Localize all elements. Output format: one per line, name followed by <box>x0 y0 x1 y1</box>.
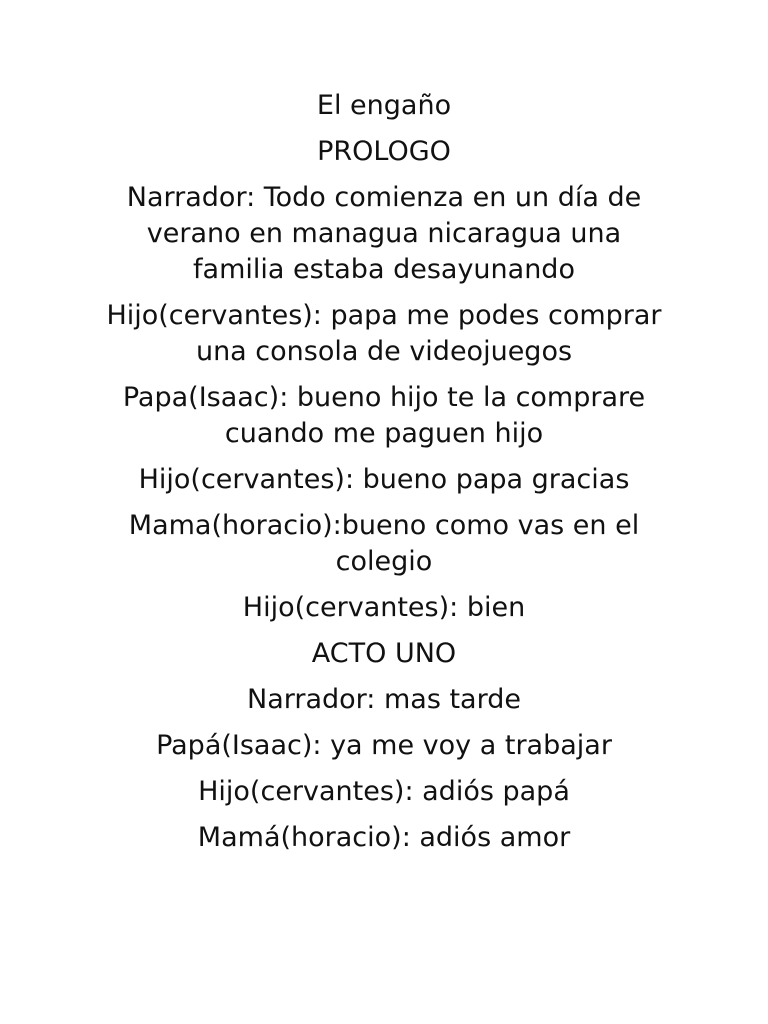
section-heading-acto-uno: ACTO UNO <box>311 638 457 669</box>
paragraph-mom-question: Mama(horacio):bueno como vas en el colegio <box>128 510 640 577</box>
paragraph-narrator-intro: Narrador: Todo comienza en un día de verano en managua nicaragua una familia estaba desayunando <box>126 182 642 285</box>
document-page <box>0 88 768 866</box>
paragraph-son-answer: Hijo(cervantes): bien <box>242 592 526 623</box>
paragraph-son-request: Hijo(cervantes): papa me podes comprar una consola de videojuegos <box>106 300 662 367</box>
paragraph-dad-reply: Papa(Isaac): bueno hijo te la comprare cuando me paguen hijo <box>122 382 646 449</box>
paragraph-son-thanks: Hijo(cervantes): bueno papa gracias <box>138 464 630 495</box>
paragraph-dad-leaving: Papá(Isaac): ya me voy a trabajar <box>156 730 612 761</box>
document-title: El engaño <box>316 90 452 121</box>
section-heading-prologo: PROLOGO <box>317 136 451 167</box>
paragraph-son-goodbye: Hijo(cervantes): adiós papá <box>198 776 570 807</box>
paragraph-mom-goodbye: Mamá(horacio): adiós amor <box>197 822 571 853</box>
paragraph-narrator-later: Narrador: mas tarde <box>247 684 521 715</box>
